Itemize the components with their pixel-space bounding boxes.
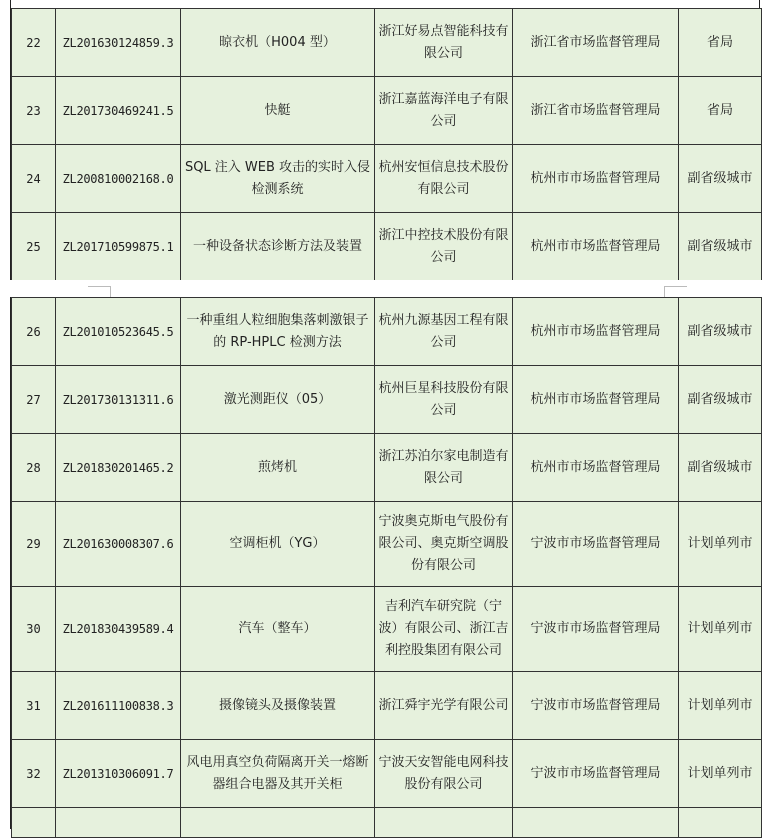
cell-authority: 浙江省市场监督管理局 — [513, 77, 679, 145]
table-row — [12, 9, 762, 77]
cell-level: 计划单列市 — [679, 502, 762, 587]
cell-authority: 杭州市市场监督管理局 — [513, 366, 679, 434]
table-row — [12, 434, 762, 502]
cell-patent-no: ZL201010523645.5 — [56, 298, 181, 366]
cell-authority: 浙江省市场监督管理局 — [513, 9, 679, 77]
cell-authority: 宁波市市场监督管理局 — [513, 740, 679, 808]
cell-authority: 杭州市市场监督管理局 — [513, 145, 679, 213]
table-row — [12, 145, 762, 213]
cell-level: 省局 — [679, 9, 762, 77]
cell-authority: 宁波市市场监督管理局 — [513, 502, 679, 587]
table-row — [12, 298, 762, 366]
cell-patent-no: ZL201630008307.6 — [56, 502, 181, 587]
cell-patent-no: ZL201710599875.1 — [56, 213, 181, 281]
cell-no: 24 — [12, 145, 56, 213]
cell-level: 省局 — [679, 77, 762, 145]
cell-patent-name: 汽车（整车） — [181, 587, 375, 672]
cell-company: 宁波奥克斯电气股份有限公司、奥克斯空调股份有限公司 — [375, 502, 513, 587]
cell-patent-name: SQL 注入 WEB 攻击的实时入侵检测系统 — [181, 145, 375, 213]
cell-level: 计划单列市 — [679, 740, 762, 808]
cell-level: 副省级城市 — [679, 145, 762, 213]
cell-no — [12, 808, 56, 838]
cell-company: 浙江好易点智能科技有限公司 — [375, 9, 513, 77]
cell-patent-name: 摄像镜头及摄像装置 — [181, 672, 375, 740]
table-row — [12, 672, 762, 740]
cell-patent-name: 煎烤机 — [181, 434, 375, 502]
patent-table-bottom — [11, 297, 762, 838]
patent-table-top — [11, 8, 762, 281]
page-break — [0, 280, 772, 297]
cell-patent-no: ZL201630124859.3 — [56, 9, 181, 77]
cell-patent-name: 空调柜机（YG） — [181, 502, 375, 587]
table-page-bottom — [10, 297, 760, 829]
cell-no: 29 — [12, 502, 56, 587]
cell-company: 浙江苏泊尔家电制造有限公司 — [375, 434, 513, 502]
table-row — [12, 77, 762, 145]
cell-patent-name: 一种重组人粒细胞集落刺激银子的 RP-HPLC 检测方法 — [181, 298, 375, 366]
cell-authority: 杭州市市场监督管理局 — [513, 298, 679, 366]
cell-company: 杭州九源基因工程有限公司 — [375, 298, 513, 366]
table-row — [12, 740, 762, 808]
cell-patent-name: 晾衣机（H004 型） — [181, 9, 375, 77]
cell-patent-name: 快艇 — [181, 77, 375, 145]
cell-patent-name: 激光测距仪（05） — [181, 366, 375, 434]
cell-authority: 杭州市市场监督管理局 — [513, 213, 679, 281]
cell-no: 28 — [12, 434, 56, 502]
cell-patent-name: 一种设备状态诊断方法及装置 — [181, 213, 375, 281]
cell-patent-no — [56, 808, 181, 838]
cell-level: 副省级城市 — [679, 434, 762, 502]
cell-company: 宁波天安智能电网科技股份有限公司 — [375, 740, 513, 808]
cell-patent-no: ZL201310306091.7 — [56, 740, 181, 808]
cell-no: 30 — [12, 587, 56, 672]
cell-level: 副省级城市 — [679, 366, 762, 434]
cell-level: 计划单列市 — [679, 672, 762, 740]
table-row — [12, 587, 762, 672]
cell-company — [375, 808, 513, 838]
cell-authority: 杭州市市场监督管理局 — [513, 434, 679, 502]
table-row — [12, 808, 762, 838]
table-row — [12, 213, 762, 281]
cell-no: 22 — [12, 9, 56, 77]
cell-level: 副省级城市 — [679, 298, 762, 366]
cell-level — [679, 808, 762, 838]
table-row — [12, 366, 762, 434]
cell-no: 27 — [12, 366, 56, 434]
cell-no: 25 — [12, 213, 56, 281]
cell-authority — [513, 808, 679, 838]
cell-level: 副省级城市 — [679, 213, 762, 281]
cell-patent-name: 风电用真空负荷隔离开关一熔断器组合电器及其开关柜 — [181, 740, 375, 808]
cell-no: 23 — [12, 77, 56, 145]
cell-patent-no: ZL200810002168.0 — [56, 145, 181, 213]
cell-patent-no: ZL201730131311.6 — [56, 366, 181, 434]
cell-company: 浙江舜宇光学有限公司 — [375, 672, 513, 740]
cell-patent-no: ZL201730469241.5 — [56, 77, 181, 145]
cell-company: 浙江中控技术股份有限公司 — [375, 213, 513, 281]
cell-company: 吉利汽车研究院（宁波）有限公司、浙江吉利控股集团有限公司 — [375, 587, 513, 672]
cell-authority: 宁波市市场监督管理局 — [513, 672, 679, 740]
cell-patent-no: ZL201611100838.3 — [56, 672, 181, 740]
cell-patent-name — [181, 808, 375, 838]
cell-patent-no: ZL201830439589.4 — [56, 587, 181, 672]
table-page-top — [10, 0, 760, 281]
cell-no: 31 — [12, 672, 56, 740]
cell-level: 计划单列市 — [679, 587, 762, 672]
cell-company: 杭州巨星科技股份有限公司 — [375, 366, 513, 434]
cell-patent-no: ZL201830201465.2 — [56, 434, 181, 502]
cell-no: 26 — [12, 298, 56, 366]
cell-no: 32 — [12, 740, 56, 808]
table-row — [12, 502, 762, 587]
cell-company: 浙江嘉蓝海洋电子有限公司 — [375, 77, 513, 145]
cell-authority: 宁波市市场监督管理局 — [513, 587, 679, 672]
cell-company: 杭州安恒信息技术股份有限公司 — [375, 145, 513, 213]
